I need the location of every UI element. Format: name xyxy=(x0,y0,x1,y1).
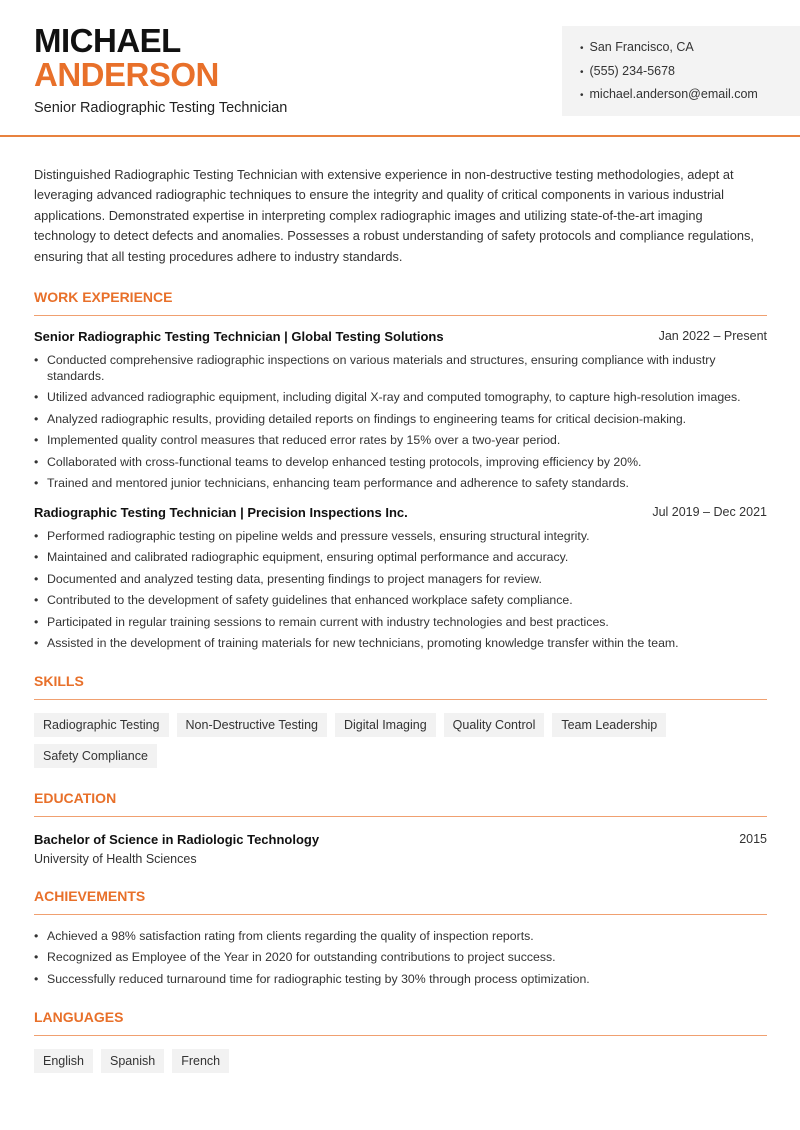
achievements-section xyxy=(34,888,767,987)
resume-header xyxy=(0,0,800,137)
job-bullets xyxy=(34,528,767,651)
summary: Distinguished Radiographic Testing Technician with extensive experience in non-destructive testing methodologies, adept at leveraging advanced radiographic techniques to ensure the integrity and quality of critical components in various industrial applications. Demonstrated expertise in interpreting complex radiographic images and utilizing state-of-the-art imaging technology to detect defects and anomalies. Possesses a robust understanding of safety protocols and compliance regulations, ensuring that all testing procedures adhere to industry standards. xyxy=(34,167,754,264)
first-name: MICHAEL xyxy=(34,22,181,59)
skill-tag: Quality Control xyxy=(444,713,545,737)
list-item: • Participated in regular training sessions to remain current with industry technologies and best practices. xyxy=(34,614,767,630)
job-dates: Jan 2022 – Present xyxy=(658,329,767,344)
list-item: • Assisted in the development of training materials for new technicians, promoting knowledge transfer within the team. xyxy=(34,635,767,651)
language-tag: English xyxy=(34,1049,93,1073)
language-tag: French xyxy=(172,1049,229,1073)
list-item: • Analyzed radiographic results, providing detailed reports on findings to engineering teams for critical decision-making. xyxy=(34,411,767,427)
list-item: • Collaborated with cross-functional teams to develop enhanced testing protocols, improving efficiency by 20%. xyxy=(34,454,767,470)
job-dates: Jul 2019 – Dec 2021 xyxy=(652,504,767,519)
contact-box xyxy=(562,26,800,116)
work-experience-section xyxy=(34,289,767,651)
list-item: • Utilized advanced radiographic equipment, including digital X-ray and computed tomography, to capture high-resolution images. xyxy=(34,389,767,405)
languages-section xyxy=(34,1009,767,1073)
list-item: • Trained and mentored junior technicians, enhancing team performance and adherence to safety standards. xyxy=(34,475,767,491)
list-item: • Successfully reduced turnaround time for radiographic testing by 30% through process optimization. xyxy=(34,971,767,987)
contact-phone: • (555) 234-5678 xyxy=(580,63,800,87)
contact-location: • San Francisco, CA xyxy=(580,39,800,63)
skill-tag: Non-Destructive Testing xyxy=(177,713,327,737)
section-heading: EDUCATION xyxy=(34,790,767,817)
skill-tag: Digital Imaging xyxy=(335,713,436,737)
list-item: • Recognized as Employee of the Year in 2020 for outstanding contributions to project success. xyxy=(34,949,767,965)
list-item: • Contributed to the development of safety guidelines that enhanced workplace safety compliance. xyxy=(34,592,767,608)
job-role: Senior Radiographic Testing Technician | Global Testing Solutions xyxy=(34,329,444,345)
list-item: • Performed radiographic testing on pipeline welds and pressure vessels, ensuring structural integrity. xyxy=(34,528,767,544)
section-heading: SKILLS xyxy=(34,673,767,700)
skill-tag: Team Leadership xyxy=(552,713,666,737)
job-bullets xyxy=(34,352,767,491)
last-name: ANDERSON xyxy=(34,56,219,93)
section-heading: LANGUAGES xyxy=(34,1009,767,1036)
degree: Bachelor of Science in Radiologic Technology xyxy=(34,831,320,847)
contact-email[interactable]: • michael.anderson@email.com xyxy=(580,86,800,110)
list-item: • Documented and analyzed testing data, presenting findings to project managers for review. xyxy=(34,571,767,587)
job-title: Senior Radiographic Testing Technician xyxy=(34,100,288,116)
skill-tag: Radiographic Testing xyxy=(34,713,169,737)
language-tag: Spanish xyxy=(101,1049,164,1073)
skills-section xyxy=(34,673,767,768)
section-heading: ACHIEVEMENTS xyxy=(34,888,767,915)
skill-tag: Safety Compliance xyxy=(34,744,157,768)
education-year: 2015 xyxy=(739,831,767,846)
job-header xyxy=(34,329,767,344)
list-item: • Achieved a 98% satisfaction rating from clients regarding the quality of inspection reports. xyxy=(34,928,767,944)
list-item: • Maintained and calibrated radiographic equipment, ensuring optimal performance and accuracy. xyxy=(34,549,767,565)
section-heading: WORK EXPERIENCE xyxy=(34,289,767,316)
job-role: Radiographic Testing Technician | Precision Inspections Inc. xyxy=(34,504,408,520)
list-item: • Implemented quality control measures that reduced error rates by 15% over a two-year period. xyxy=(34,432,767,448)
school: University of Health Sciences xyxy=(34,851,197,866)
education-section xyxy=(34,790,767,866)
job-header xyxy=(34,505,767,520)
list-item: • Conducted comprehensive radiographic inspections on various materials and structures, ensuring compliance with industry standards. xyxy=(34,352,767,384)
